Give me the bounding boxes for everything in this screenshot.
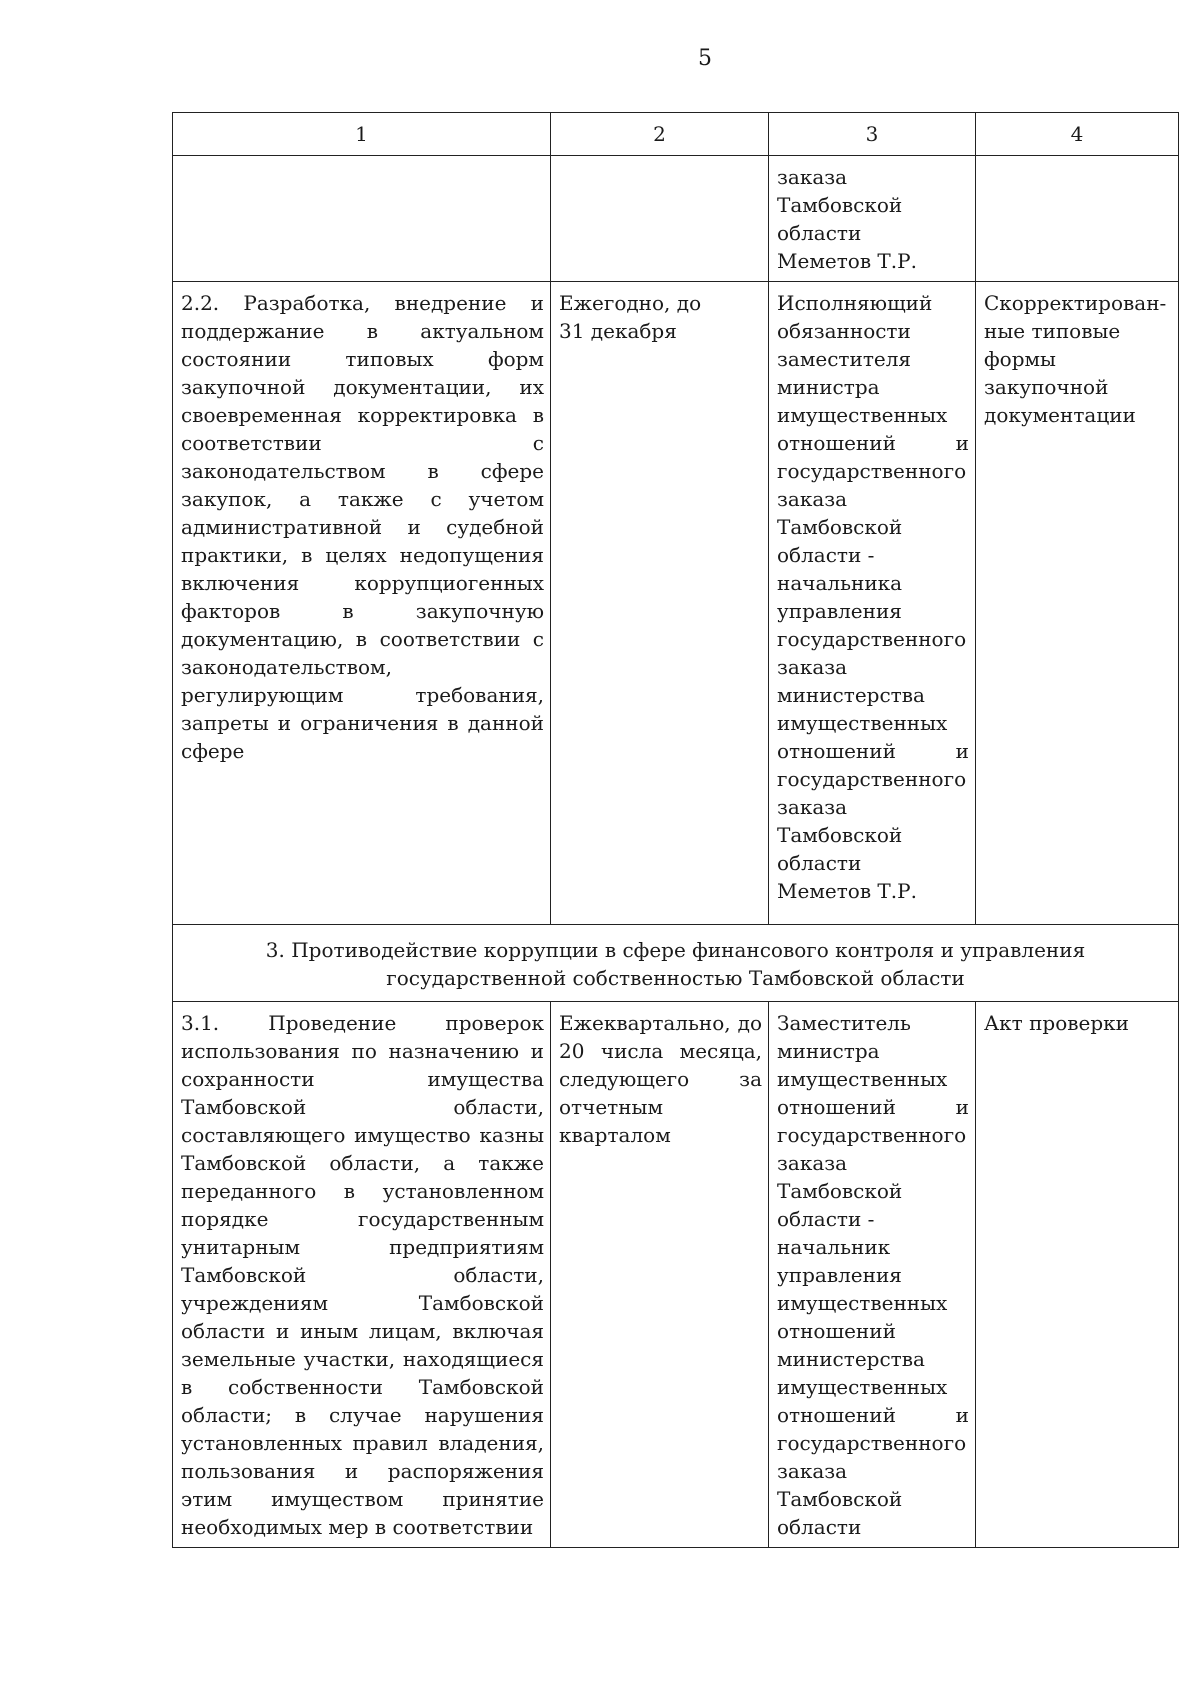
cell-line: документации xyxy=(984,403,1136,427)
cell-line: отношений xyxy=(777,1319,896,1343)
empty-cell xyxy=(976,156,1179,282)
cell-line: области xyxy=(777,851,862,875)
cell-line: закупочной xyxy=(984,375,1109,399)
cell-line: Меметов Т.Р. xyxy=(777,879,917,903)
result-cell: Акт проверки xyxy=(976,1002,1179,1548)
cell-line: ные типовые xyxy=(984,319,1121,343)
cell-line: имущественных xyxy=(777,1291,948,1315)
cell-line: государственного xyxy=(777,459,967,483)
responsible-cell xyxy=(769,282,976,925)
cell-line: области - xyxy=(777,1207,875,1231)
result-cell xyxy=(976,282,1179,925)
cell-line: министерства xyxy=(777,1347,925,1371)
cell-line: начальника xyxy=(777,571,903,595)
header-cell: 1 xyxy=(173,113,551,156)
cell-line: управления xyxy=(777,1263,902,1287)
cell-line: заказа xyxy=(777,487,848,511)
responsible-cell xyxy=(769,1002,976,1548)
cell-line: Скорректирован- xyxy=(984,291,1167,315)
cell-line: начальник xyxy=(777,1235,891,1259)
table-header-row xyxy=(173,113,1179,156)
section-3-title: 3. Противодействие коррупции в сфере финансового контроля и управления государственной собственностью Тамбовской области xyxy=(173,925,1179,1002)
cell-line: Заместитель xyxy=(777,1011,911,1035)
cell-line: Тамбовской xyxy=(777,515,903,539)
cell-line: отношений и xyxy=(777,739,969,763)
cell-line: области - xyxy=(777,543,875,567)
cell-line: Ежегодно, до xyxy=(559,291,702,315)
header-cell: 3 xyxy=(769,113,976,156)
table-row-2-2 xyxy=(173,282,1179,925)
cell-line: министерства xyxy=(777,683,925,707)
cell-line: заказа xyxy=(777,165,848,189)
cell-line: заказа xyxy=(777,1459,848,1483)
cell-line: области xyxy=(777,1515,862,1539)
header-cell: 4 xyxy=(976,113,1179,156)
cell-line: заказа xyxy=(777,655,848,679)
cell-line: области xyxy=(777,221,862,245)
cell-line: управления xyxy=(777,599,902,623)
cell-line: имущественных xyxy=(777,403,948,427)
cell-line: формы xyxy=(984,347,1056,371)
page-number: 5 xyxy=(698,46,712,71)
cell-line: заместителя xyxy=(777,347,912,371)
cell-line: министра xyxy=(777,375,880,399)
cell-line: заказа xyxy=(777,1151,848,1175)
cell-line: заказа xyxy=(777,795,848,819)
cell-line: государственного xyxy=(777,1431,967,1455)
cell-line: государственного xyxy=(777,627,967,651)
cell-line: имущественных xyxy=(777,1067,948,1091)
responsible-cell xyxy=(769,156,976,282)
section-title-row xyxy=(173,925,1179,1002)
cell-line: отношений и xyxy=(777,1403,969,1427)
cell-line: Тамбовской xyxy=(777,1179,903,1203)
cell-line: обязанности xyxy=(777,319,911,343)
cell-line: имущественных xyxy=(777,1375,948,1399)
cell-line: Исполняющий xyxy=(777,291,933,315)
empty-cell xyxy=(173,156,551,282)
cell-line: Тамбовской xyxy=(777,1487,903,1511)
header-cell: 2 xyxy=(551,113,769,156)
cell-line: имущественных xyxy=(777,711,948,735)
cell-line: Тамбовской xyxy=(777,193,903,217)
cell-line: Тамбовской xyxy=(777,823,903,847)
cell-line: 31 декабря xyxy=(559,319,677,343)
cell-line: министра xyxy=(777,1039,880,1063)
measures-table xyxy=(172,112,1179,1548)
deadline-cell: Ежеквартально, до 20 числа месяца, следующего за отчетным кварталом xyxy=(551,1002,769,1548)
cell-line: отношений и xyxy=(777,431,969,455)
cell-line: Меметов Т.Р. xyxy=(777,249,917,273)
measure-description: 3.1. Проведение проверок использования по назначению и сохранности имущества Тамбовской области, составляющего имущество казны Тамбовской области, а также переданного в установленном порядке государственным унитарным предприятиям Тамбовской области, учреждениям Тамбовской области и иным лицам, включая земельные участки, находящиеся в собственности Тамбовской области; в случае нарушения установленных правил владения, пользования и распоряжения этим имуществом принятие необходимых мер в соответствии xyxy=(173,1002,551,1548)
cell-line: государственного xyxy=(777,1123,967,1147)
measure-description: 2.2. Разработка, внедрение и поддержание в актуальном состоянии типовых форм закупочной документации, их своевременная корректировка в соответствии с законодательством в сфере закупок, а также с учетом административной и судебной практики, в целях недопущения включения коррупциогенных факторов в закупочную документацию, в соответствии с законодательством, регулирующим требования, запреты и ограничения в данной сфере xyxy=(173,282,551,925)
table-row-3-1 xyxy=(173,1002,1179,1548)
empty-cell xyxy=(551,156,769,282)
cell-line: отношений и xyxy=(777,1095,969,1119)
deadline-cell xyxy=(551,282,769,925)
table-row-continuation xyxy=(173,156,1179,282)
cell-line: государственного xyxy=(777,767,967,791)
